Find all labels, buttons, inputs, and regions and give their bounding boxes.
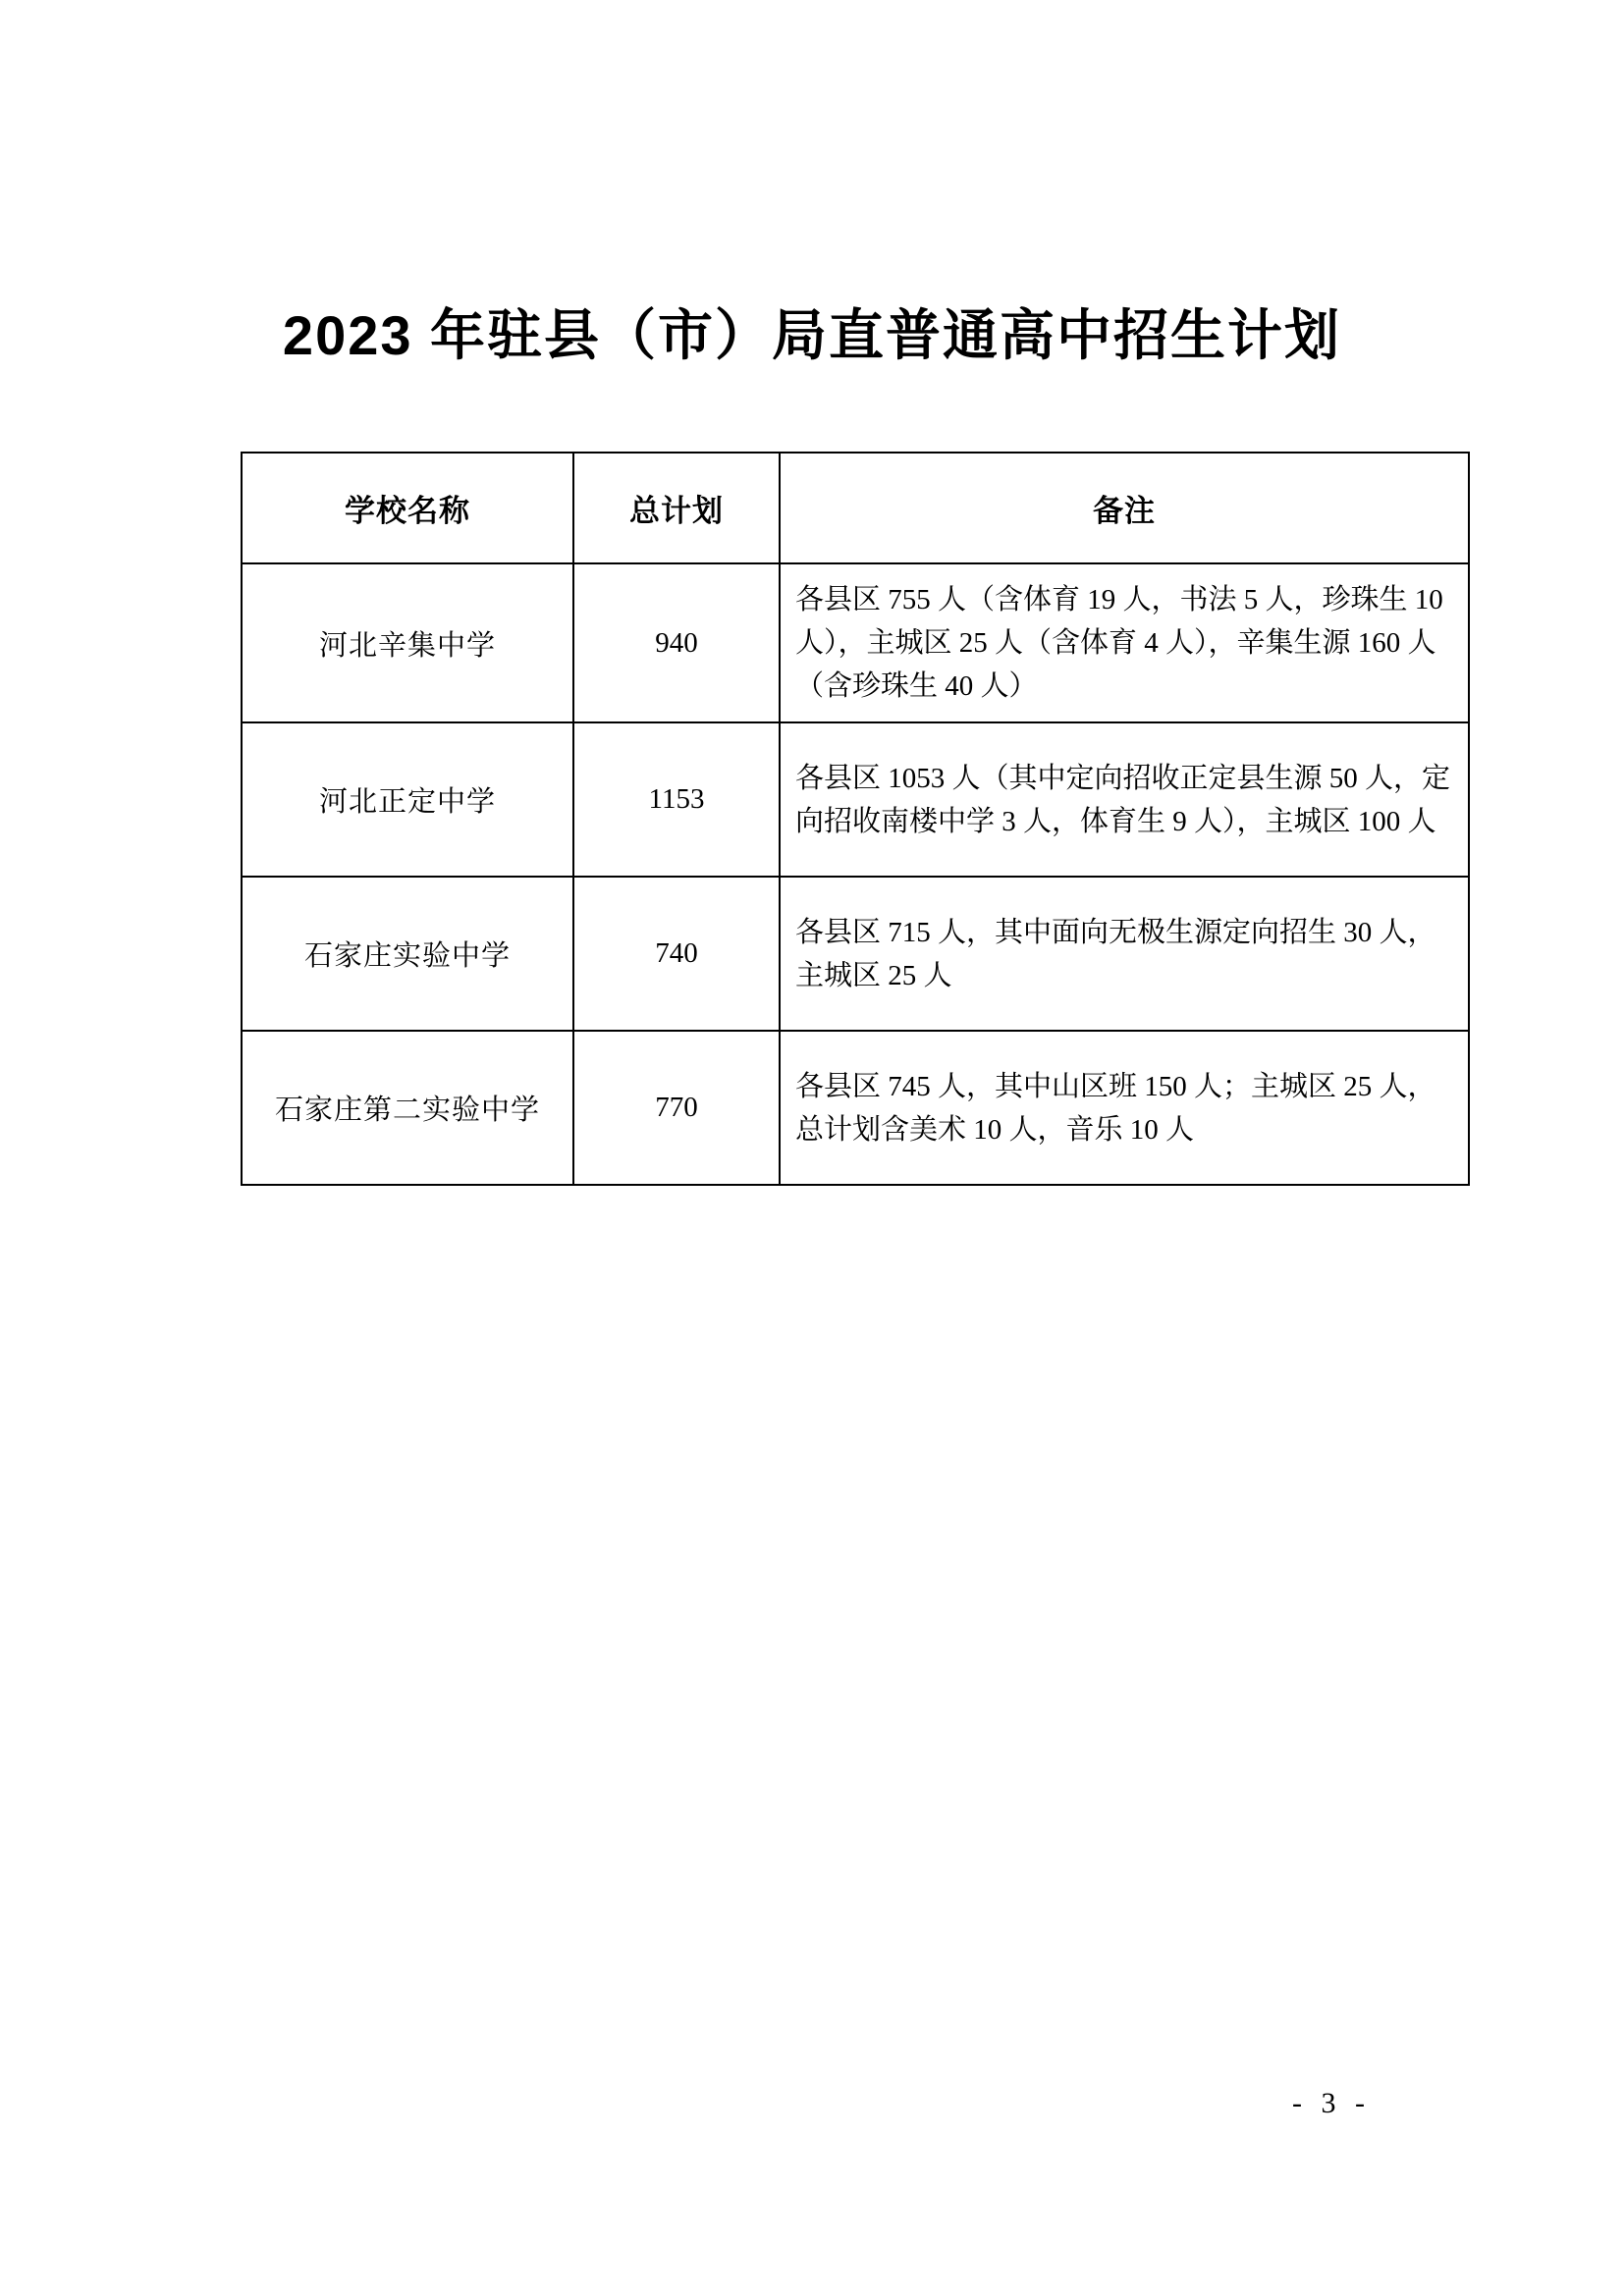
header-total-plan: 总计划: [573, 453, 780, 563]
remark-cell: 各县区 1053 人（其中定向招收正定县生源 50 人，定向招收南楼中学 3 人，体育生 9 人），主城区 100 人: [780, 722, 1469, 877]
table-row: [242, 877, 1469, 1031]
total-plan-cell: 770: [573, 1031, 780, 1185]
header-remark: 备注: [780, 453, 1469, 563]
remark-cell: 各县区 715 人，其中面向无极生源定向招生 30 人，主城区 25 人: [780, 877, 1469, 1031]
total-plan-cell: 940: [573, 563, 780, 722]
document-title: 2023 年驻县（市）局直普通高中招生计划: [282, 304, 1342, 366]
table-row: [242, 563, 1469, 722]
total-plan-cell: 740: [573, 877, 780, 1031]
table-header-row: [242, 453, 1469, 563]
total-plan-cell: 1153: [573, 722, 780, 877]
table-row: [242, 722, 1469, 877]
remark-cell: 各县区 745 人，其中山区班 150 人；主城区 25 人，总计划含美术 10 人，音乐 10 人: [780, 1031, 1469, 1185]
header-school-name: 学校名称: [242, 453, 573, 563]
enrollment-plan-table: [241, 452, 1470, 1186]
school-name-cell: 河北正定中学: [242, 722, 573, 877]
school-name-cell: 石家庄第二实验中学: [242, 1031, 573, 1185]
remark-cell: 各县区 755 人（含体育 19 人，书法 5 人，珍珠生 10 人），主城区 25 人（含体育 4 人），辛集生源 160 人（含珍珠生 40 人）: [780, 563, 1469, 722]
page-number: - 3 -: [1292, 2087, 1371, 2119]
table-row: [242, 1031, 1469, 1185]
school-name-cell: 石家庄实验中学: [242, 877, 573, 1031]
school-name-cell: 河北辛集中学: [242, 563, 573, 722]
